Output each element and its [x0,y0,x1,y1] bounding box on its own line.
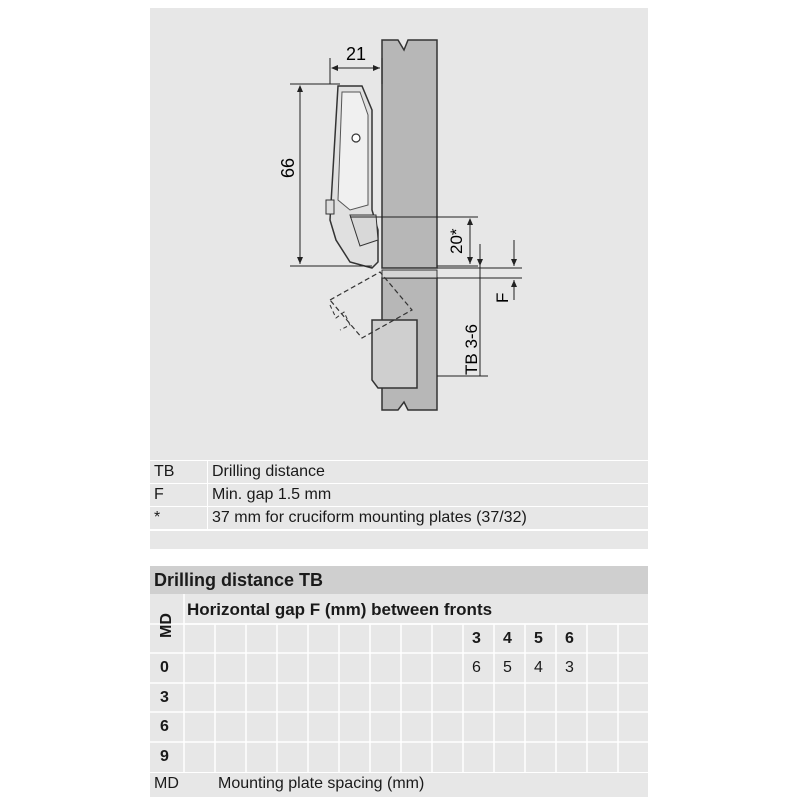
gap-column-header: 3 [472,630,481,647]
legend-symbol: F [154,486,164,503]
table-header-label: Horizontal gap F (mm) between fronts [187,600,493,619]
gap-column-header: 6 [565,630,574,647]
legend-row [150,483,648,506]
md-row-label: 0 [160,659,169,676]
legend-row [150,506,648,529]
table-grid-lines [150,594,648,772]
table-cell: 4 [534,659,543,676]
drilling-table [150,594,648,772]
cabinet-side-upper [382,40,437,268]
footer-description: Mounting plate spacing (mm) [218,775,425,792]
footer-abbr: MD [154,775,179,792]
legend-row [150,460,648,483]
legend-symbol: * [154,509,161,526]
legend-description: 37 mm for cruciform mounting plates (37/32) [212,509,527,526]
md-row-label: 9 [160,748,169,765]
legend-description: Drilling distance [212,463,325,480]
md-axis-label: MD [158,613,175,638]
md-row-label: 6 [160,718,169,735]
hinge-cup [372,320,417,388]
door-front [382,270,437,278]
gap-column-header: 5 [534,630,543,647]
legend-symbol: TB [154,463,175,480]
dim-label-f: F [493,292,512,303]
hinge-arm [326,86,378,268]
table-cell: 5 [503,659,512,676]
table-title: Drilling distance TB [150,566,648,594]
table-footer [150,772,648,797]
dim-label-66: 66 [278,157,298,178]
legend-description: Min. gap 1.5 mm [212,486,332,503]
md-row-label: 3 [160,689,169,706]
table-cell: 3 [565,659,574,676]
dim-label-tb: TB 3-6 [462,323,481,375]
legend-spacer [150,530,648,549]
dim-label-20: 20* [447,228,466,254]
gap-column-header: 4 [503,630,512,647]
dim-label-21: 21 [346,44,367,64]
table-cell: 6 [472,659,481,676]
